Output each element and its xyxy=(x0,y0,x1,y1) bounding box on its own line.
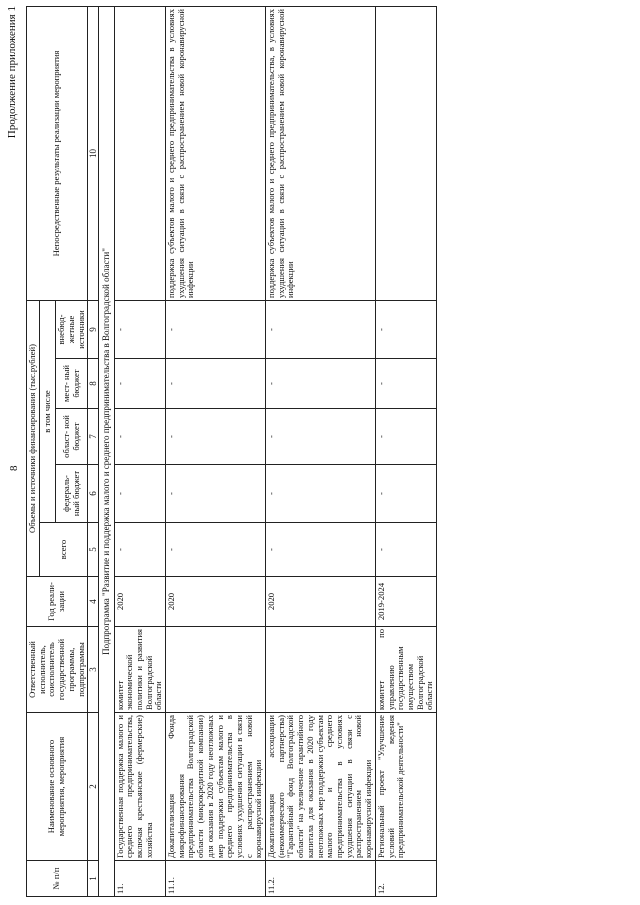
row-num: 11. xyxy=(114,861,166,897)
column-numbers-row xyxy=(88,6,99,896)
row-name: Докапитализация Фонда микрофинансирования предпринимательства Волгоградской области (микрокредитной компании) для оказания в 2020 году неотложных мер поддержки субъектам малого и среднего предпринимательства в условиях ухудшения ситуации в связи с распространением новой коронавирусной инфекции xyxy=(166,713,266,861)
row-num: 11.1. xyxy=(166,861,266,897)
row-local: - xyxy=(166,359,266,409)
row-extra: - xyxy=(375,300,436,358)
header-total: всего xyxy=(39,523,88,577)
row-extra: - xyxy=(166,300,266,358)
table-row xyxy=(114,6,166,896)
row-regional: - xyxy=(375,409,436,465)
row-name: Региональный проект "Улучшение условий ведения предпринимательской деятельности" xyxy=(375,713,436,861)
table-row xyxy=(266,6,376,896)
row-federal: - xyxy=(266,465,376,523)
header-extra: внебюд- жетные источники xyxy=(56,300,88,358)
row-local: - xyxy=(114,359,166,409)
col-number: 4 xyxy=(88,577,99,627)
row-responsible xyxy=(266,627,376,713)
row-responsible: комитет по управлению государственным имуществом Волгоградской области xyxy=(375,627,436,713)
subprogram-title: Подпрограмма "Развитие и поддержка малого и среднего предпринимательства в Волгоградской области" xyxy=(99,6,114,896)
col-number: 3 xyxy=(88,627,99,713)
row-year: 2019-2024 xyxy=(375,577,436,627)
header-num: № п/п xyxy=(27,861,88,897)
row-regional: - xyxy=(266,409,376,465)
row-result: поддержка субъектов малого и среднего предпринимательства в условиях ухудшения ситуации в связи с распространением новой коронавирусной инфекции xyxy=(166,6,266,300)
col-number: 2 xyxy=(88,713,99,861)
continuation-label: Продолжение приложения 1 xyxy=(6,6,18,139)
row-total: - xyxy=(375,523,436,577)
row-total: - xyxy=(166,523,266,577)
program-table xyxy=(26,6,437,897)
row-responsible xyxy=(166,627,266,713)
row-regional: - xyxy=(114,409,166,465)
row-result xyxy=(375,6,436,300)
row-result xyxy=(114,6,166,300)
row-year: 2020 xyxy=(166,577,266,627)
col-number: 1 xyxy=(88,861,99,897)
header-responsible: Ответственный исполнитель, соисполнитель государственной программы, подпрограммы xyxy=(27,627,88,713)
col-number: 10 xyxy=(88,6,99,300)
row-year: 2020 xyxy=(266,577,376,627)
row-federal: - xyxy=(375,465,436,523)
header-local: мест- ный бюджет xyxy=(56,359,88,409)
col-number: 9 xyxy=(88,300,99,358)
col-number: 5 xyxy=(88,523,99,577)
row-local: - xyxy=(266,359,376,409)
header-regional: област- ной бюджет xyxy=(56,409,88,465)
row-responsible: комитет экономической политики и развития Волгоградской области xyxy=(114,627,166,713)
row-year: 2020 xyxy=(114,577,166,627)
row-num: 11.2. xyxy=(266,861,376,897)
row-regional: - xyxy=(166,409,266,465)
col-number: 8 xyxy=(88,359,99,409)
row-federal: - xyxy=(166,465,266,523)
header-results: Непосредственные результаты реализации мероприятия xyxy=(27,6,88,300)
row-num: 12. xyxy=(375,861,436,897)
row-extra: - xyxy=(114,300,166,358)
header-funding: Объемы и источники финансирования (тыс.рублей) xyxy=(27,300,40,576)
header-including: в том числе xyxy=(39,300,55,522)
header-name: Наименование основного мероприятия, мероприятия xyxy=(27,713,88,861)
header-federal: федераль- ный бюджет xyxy=(56,465,88,523)
subprogram-row xyxy=(99,6,114,896)
col-number: 7 xyxy=(88,409,99,465)
col-number: 6 xyxy=(88,465,99,523)
table-row xyxy=(375,6,436,896)
table-row xyxy=(166,6,266,896)
header-year: Год реали- зации xyxy=(27,577,88,627)
row-extra: - xyxy=(266,300,376,358)
row-total: - xyxy=(114,523,166,577)
row-name: Докапитализация ассоциации (некоммерческого партнерства) "Гарантийный фонд Волгоградской области" на увеличение гарантийного капитала для оказания в 2020 году неотложных мер поддержки субъектам малого и среднего предпринимательства в условиях ухудшения ситуации в связи с распространением новой коронавирусной инфекции xyxy=(266,713,376,861)
row-federal: - xyxy=(114,465,166,523)
row-total: - xyxy=(266,523,376,577)
page-number: 8 xyxy=(8,465,20,471)
row-result: поддержка субъектов малого и среднего предпринимательства, в условиях ухудшения ситуации в связи с распространением новой коронавирусной инфекции xyxy=(266,6,376,300)
row-name: Государственная поддержка малого и среднего предпринимательства, включая крестьянские (фермерские) хозяйства xyxy=(114,713,166,861)
row-local: - xyxy=(375,359,436,409)
